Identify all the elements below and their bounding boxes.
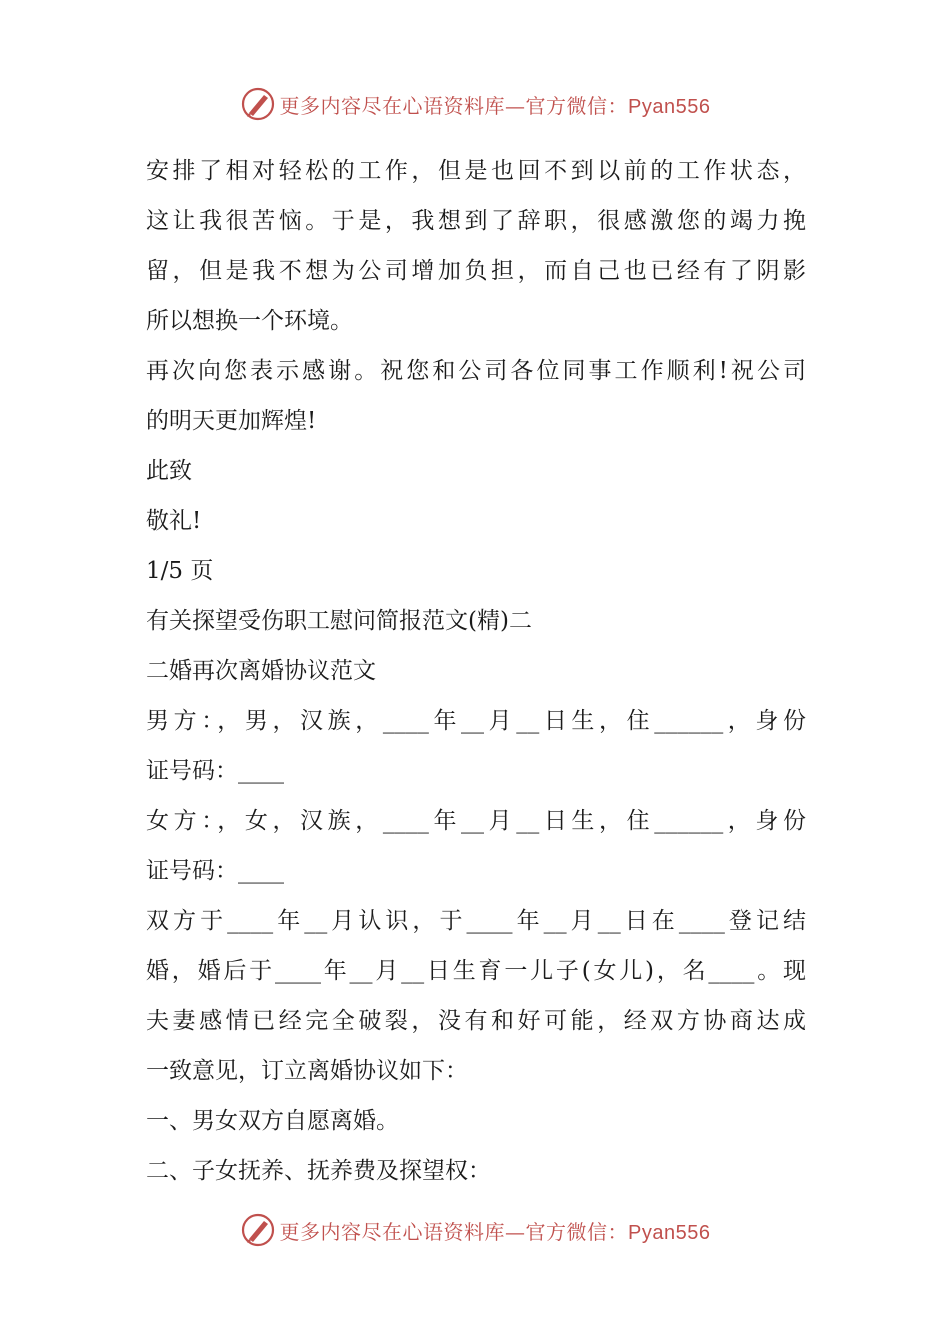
- pen-logo-icon: [240, 86, 276, 122]
- text-line: 留，但是我不想为公司增加负担，而自己也已经有了阴影: [146, 258, 806, 284]
- text-line: 女方：，女，汉族，____年__月__日生，住______，身份: [146, 808, 806, 834]
- text-line: 夫妻感情已经完全破裂，没有和好可能，经双方协商达成: [146, 1008, 806, 1034]
- watermark-text: 更多内容尽在心语资料库—官方微信：Pyan556: [279, 1219, 711, 1244]
- text-line: 证号码：____: [146, 758, 284, 784]
- pen-logo-icon: [240, 1212, 276, 1248]
- page-number: 1/5 页: [146, 558, 214, 584]
- document-body: [146, 146, 806, 1196]
- text-line: 双方于____年__月认识，于____年__月__日在____登记结: [146, 908, 806, 934]
- section-title: 二婚再次离婚协议范文: [146, 658, 376, 684]
- text-line: 敬礼!: [146, 508, 202, 534]
- text-line: 这让我很苦恼。于是，我想到了辞职，很感激您的竭力挽: [146, 208, 806, 234]
- text-line: 一致意见，订立离婚协议如下：: [146, 1058, 468, 1084]
- watermark-footer: [0, 1208, 950, 1252]
- text-line: 此致: [146, 458, 192, 484]
- text-line: 再次向您表示感谢。祝您和公司各位同事工作顺利!祝公司: [146, 358, 806, 384]
- text-line: 安排了相对轻松的工作，但是也回不到以前的工作状态，: [146, 158, 806, 184]
- text-line: 一、男女双方自愿离婚。: [146, 1108, 399, 1134]
- watermark-header: [0, 82, 950, 126]
- text-line: 婚，婚后于____年__月__日生育一儿子(女儿)，名____。现: [146, 958, 806, 984]
- text-line: 二、子女抚养、抚养费及探望权：: [146, 1158, 491, 1184]
- text-line: 男方：，男，汉族，____年__月__日生，住______，身份: [146, 708, 806, 734]
- watermark-text: 更多内容尽在心语资料库—官方微信：Pyan556: [279, 93, 711, 118]
- section-title: 有关探望受伤职工慰问简报范文(精)二: [146, 608, 532, 634]
- text-line: 的明天更加辉煌!: [146, 408, 317, 434]
- text-line: 证号码：____: [146, 858, 284, 884]
- text-line: 所以想换一个环境。: [146, 308, 353, 334]
